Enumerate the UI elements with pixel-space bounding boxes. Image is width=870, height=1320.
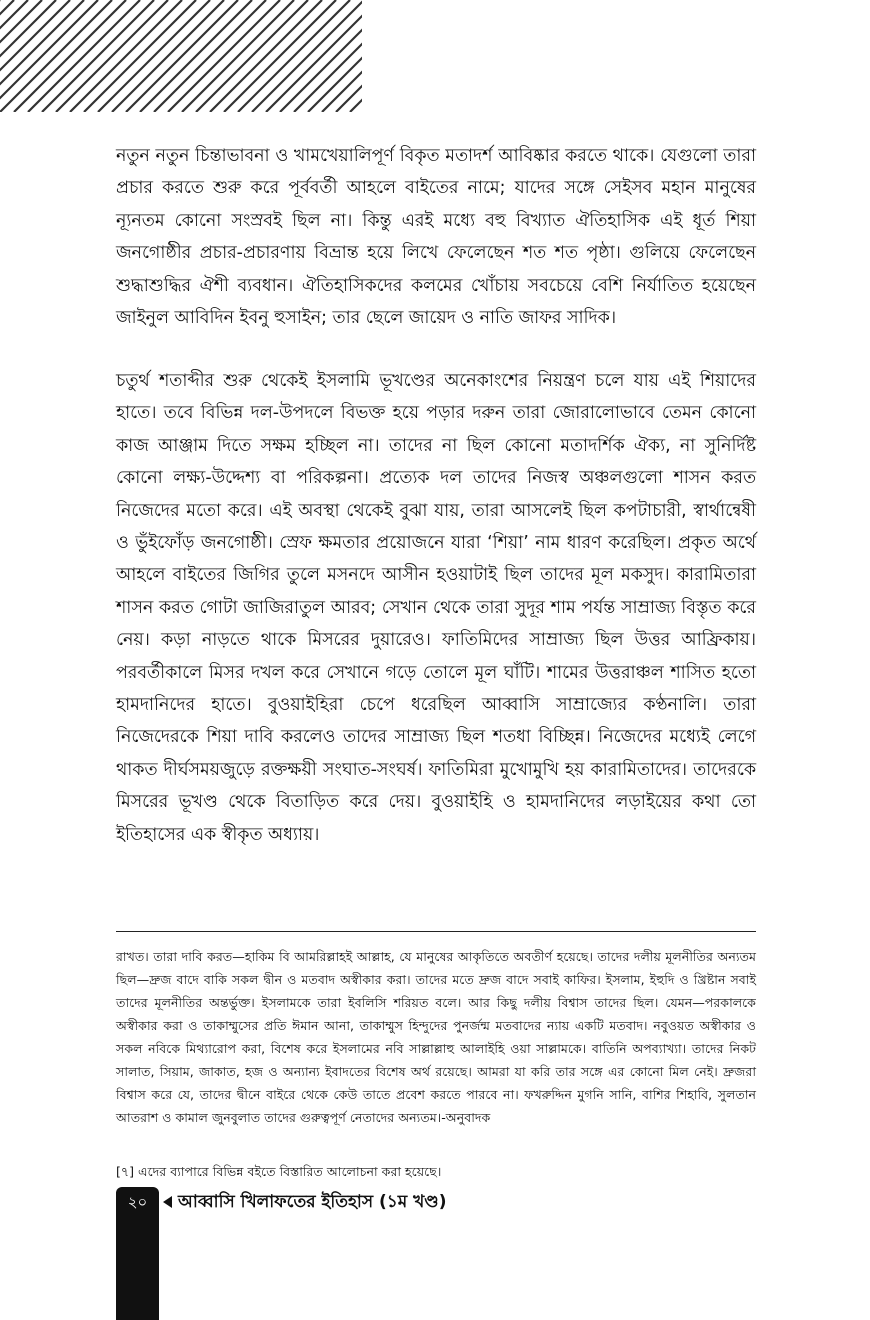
body-paragraph-1: নতুন নতুন চিন্তাভাবনা ও খামখেয়ালিপূর্ণ বিকৃত মতাদর্শ আবিষ্কার করতে থাকে। যেগুলো তারা প্রচার করতে শুরু করে পূর্ববর্তী আহলে বাইতের নামে; যাদের সঙ্গে সেইসব মহান মানুষের ন্যূনতম কোনো সংস্রবই ছিল না। কিন্তু এরই মধ্যে বহু বিখ্যাত ঐতিহাসিক এই ধূর্ত শিয়া জনগোষ্ঠীর প্রচার-প্রচারণায় বিভ্রান্ত হয়ে লিখে ফেলেছেন শত শত পৃষ্ঠা। গুলিয়ে ফেলেছেন শুদ্ধাশুদ্ধির ঐশী ব্যবধান। ঐতিহাসিকদের কলমের খোঁচায় সবচেয়ে বেশি নির্যাতিত হয়েছেন জাইনুল আবিদিন ইবনু হুসাইন; তার ছেলে জায়েদ ও নাতি জাফর সাদিক। [116, 146, 756, 329]
hatched-corner-decoration [0, 0, 362, 112]
footnote-divider [116, 931, 756, 932]
page-number: ২০ [127, 1193, 148, 1211]
body-paragraph-2: চতুর্থ শতাব্দীর শুরু থেকেই ইসলামি ভূখণ্ডের অনেকাংশের নিয়ন্ত্রণ চলে যায় এই শিয়াদের হাতে। তবে বিভিন্ন দল-উপদলে বিভক্ত হয়ে পড়ার দরুন তারা জোরালোভাবে তেমন কোনো কাজ আঞ্জাম দিতে সক্ষম হচ্ছিল না। তাদের না ছিল কোনো মতাদর্শিক ঐক্য, না সুনির্দিষ্ট কোনো লক্ষ্য-উদ্দেশ্য বা পরিকল্পনা। প্রত্যেক দল তাদের নিজস্ব অঞ্চলগুলো শাসন করত নিজেদের মতো করে। এই অবস্থা থেকেই বুঝা যায়, তারা আসলেই ছিল কপটাচারী, স্বার্থান্বেষী ও ভুঁইফোঁড় জনগোষ্ঠী। স্রেফ ক্ষমতার প্রয়োজনে যারা ‘শিয়া’ নাম ধারণ করেছিল। প্রকৃত অর্থে আহলে বাইতের জিগির তুলে মসনদে আসীন হওয়াটাই ছিল তাদের মূল মকসুদ। কারামিতারা শাসন করত গোটা জাজিরাতুল আরব; সেখান থেকে তারা সুদূর শাম পর্যন্ত সাম্রাজ্য বিস্তৃত করে নেয়। কড়া নাড়তে থাকে মিসরের দুয়ারেও। ফাতিমিদের সাম্রাজ্য ছিল উত্তর আফ্রিকায়। পরবর্তীকালে মিসর দখল করে সেখানে গড়ে তোলে মূল ঘাঁটি। শামের উত্তরাঞ্চল শাসিত হতো হামদানিদের হাতে। বুওয়াইহিরা চেপে ধরেছিল আব্বাসি সাম্রাজ্যের কণ্ঠনালি। তারা নিজেদেরকে শিয়া দাবি করলেও তাদের সাম্রাজ্য ছিল শতধা বিচ্ছিন্ন। নিজেদের মধ্যেই লেগে থাকত দীর্ঘসময়জুড়ে রক্তক্ষয়ী সংঘাত-সংঘর্ষ। ফাতিমিরা মুখোমুখি হয় কারামিতাদের। তাদেরকে মিসরের ভূখণ্ড থেকে বিতাড়িত করে দেয়। বুওয়াইহি ও হামদানিদের লড়াইয়ের কথা তো ইতিহাসের এক স্বীকৃত অধ্যায়। [116, 371, 756, 845]
footnote-continued: রাখত। তারা দাবি করত—হাকিম বি আমরিল্লাহই আল্লাহ, যে মানুষের আকৃতিতে অবতীর্ণ হয়েছে। তাদের দলীয় মূলনীতির অন্যতম ছিল—দ্রুজ বাদে বাকি সকল দ্বীন ও মতবাদ অস্বীকার করা। তাদের মতে দ্রুজ বাদে সবাই কাফির। ইসলাম, ইহুদি ও খ্রিষ্টান সবাই তাদের মূলনীতির অন্তর্ভুক্ত। ইসলামকে তারা ইবলিসি শরিয়ত বলে। আর কিছু দলীয় বিশ্বাস তাদের ছিল। যেমন—পরকালকে অস্বীকার করা ও তাকাম্মুসের প্রতি ঈমান আনা, তাকাম্মুস হিন্দুদের পুনর্জন্ম মতবাদের ন্যায় একটি মতবাদ। নবুওয়ত অস্বীকার ও সকল নবিকে মিথ্যারোপ করা, বিশেষ করে ইসলামের নবি সাল্লাল্লাহু আলাইহি ওয়া সাল্লামকে। বাতিনি অপব্যাখ্যা। তাদের নিকট সালাত, সিয়াম, জাকাত, হজ ও অন্যান্য ইবাদতের বিশেষ অর্থ রয়েছে। আমরা যা করি তার সঙ্গে এর কোনো মিল নেই। দ্রুজরা বিশ্বাস করে যে, তাদের দ্বীনে বাইরে থেকে কেউ তাতে প্রবেশ করতে পারবে না। ফখরুদ্দিন মুগনি সানি, বাশির শিহাবি, সুলতান আতরাশ ও কামাল জুনবুলাত তাদের গুরুত্বপূর্ণ নেতাদের অন্যতম।-অনুবাদক [116, 949, 756, 1125]
footer-arrow-icon [163, 1196, 172, 1208]
running-footer-title: আব্বাসি খিলাফতের ইতিহাস (১ম খণ্ড) [178, 1192, 447, 1212]
footnote-7: [৭] এদের ব্যাপারে বিভিন্ন বইতে বিস্তারিত আলোচনা করা হয়েছে। [116, 1164, 442, 1179]
